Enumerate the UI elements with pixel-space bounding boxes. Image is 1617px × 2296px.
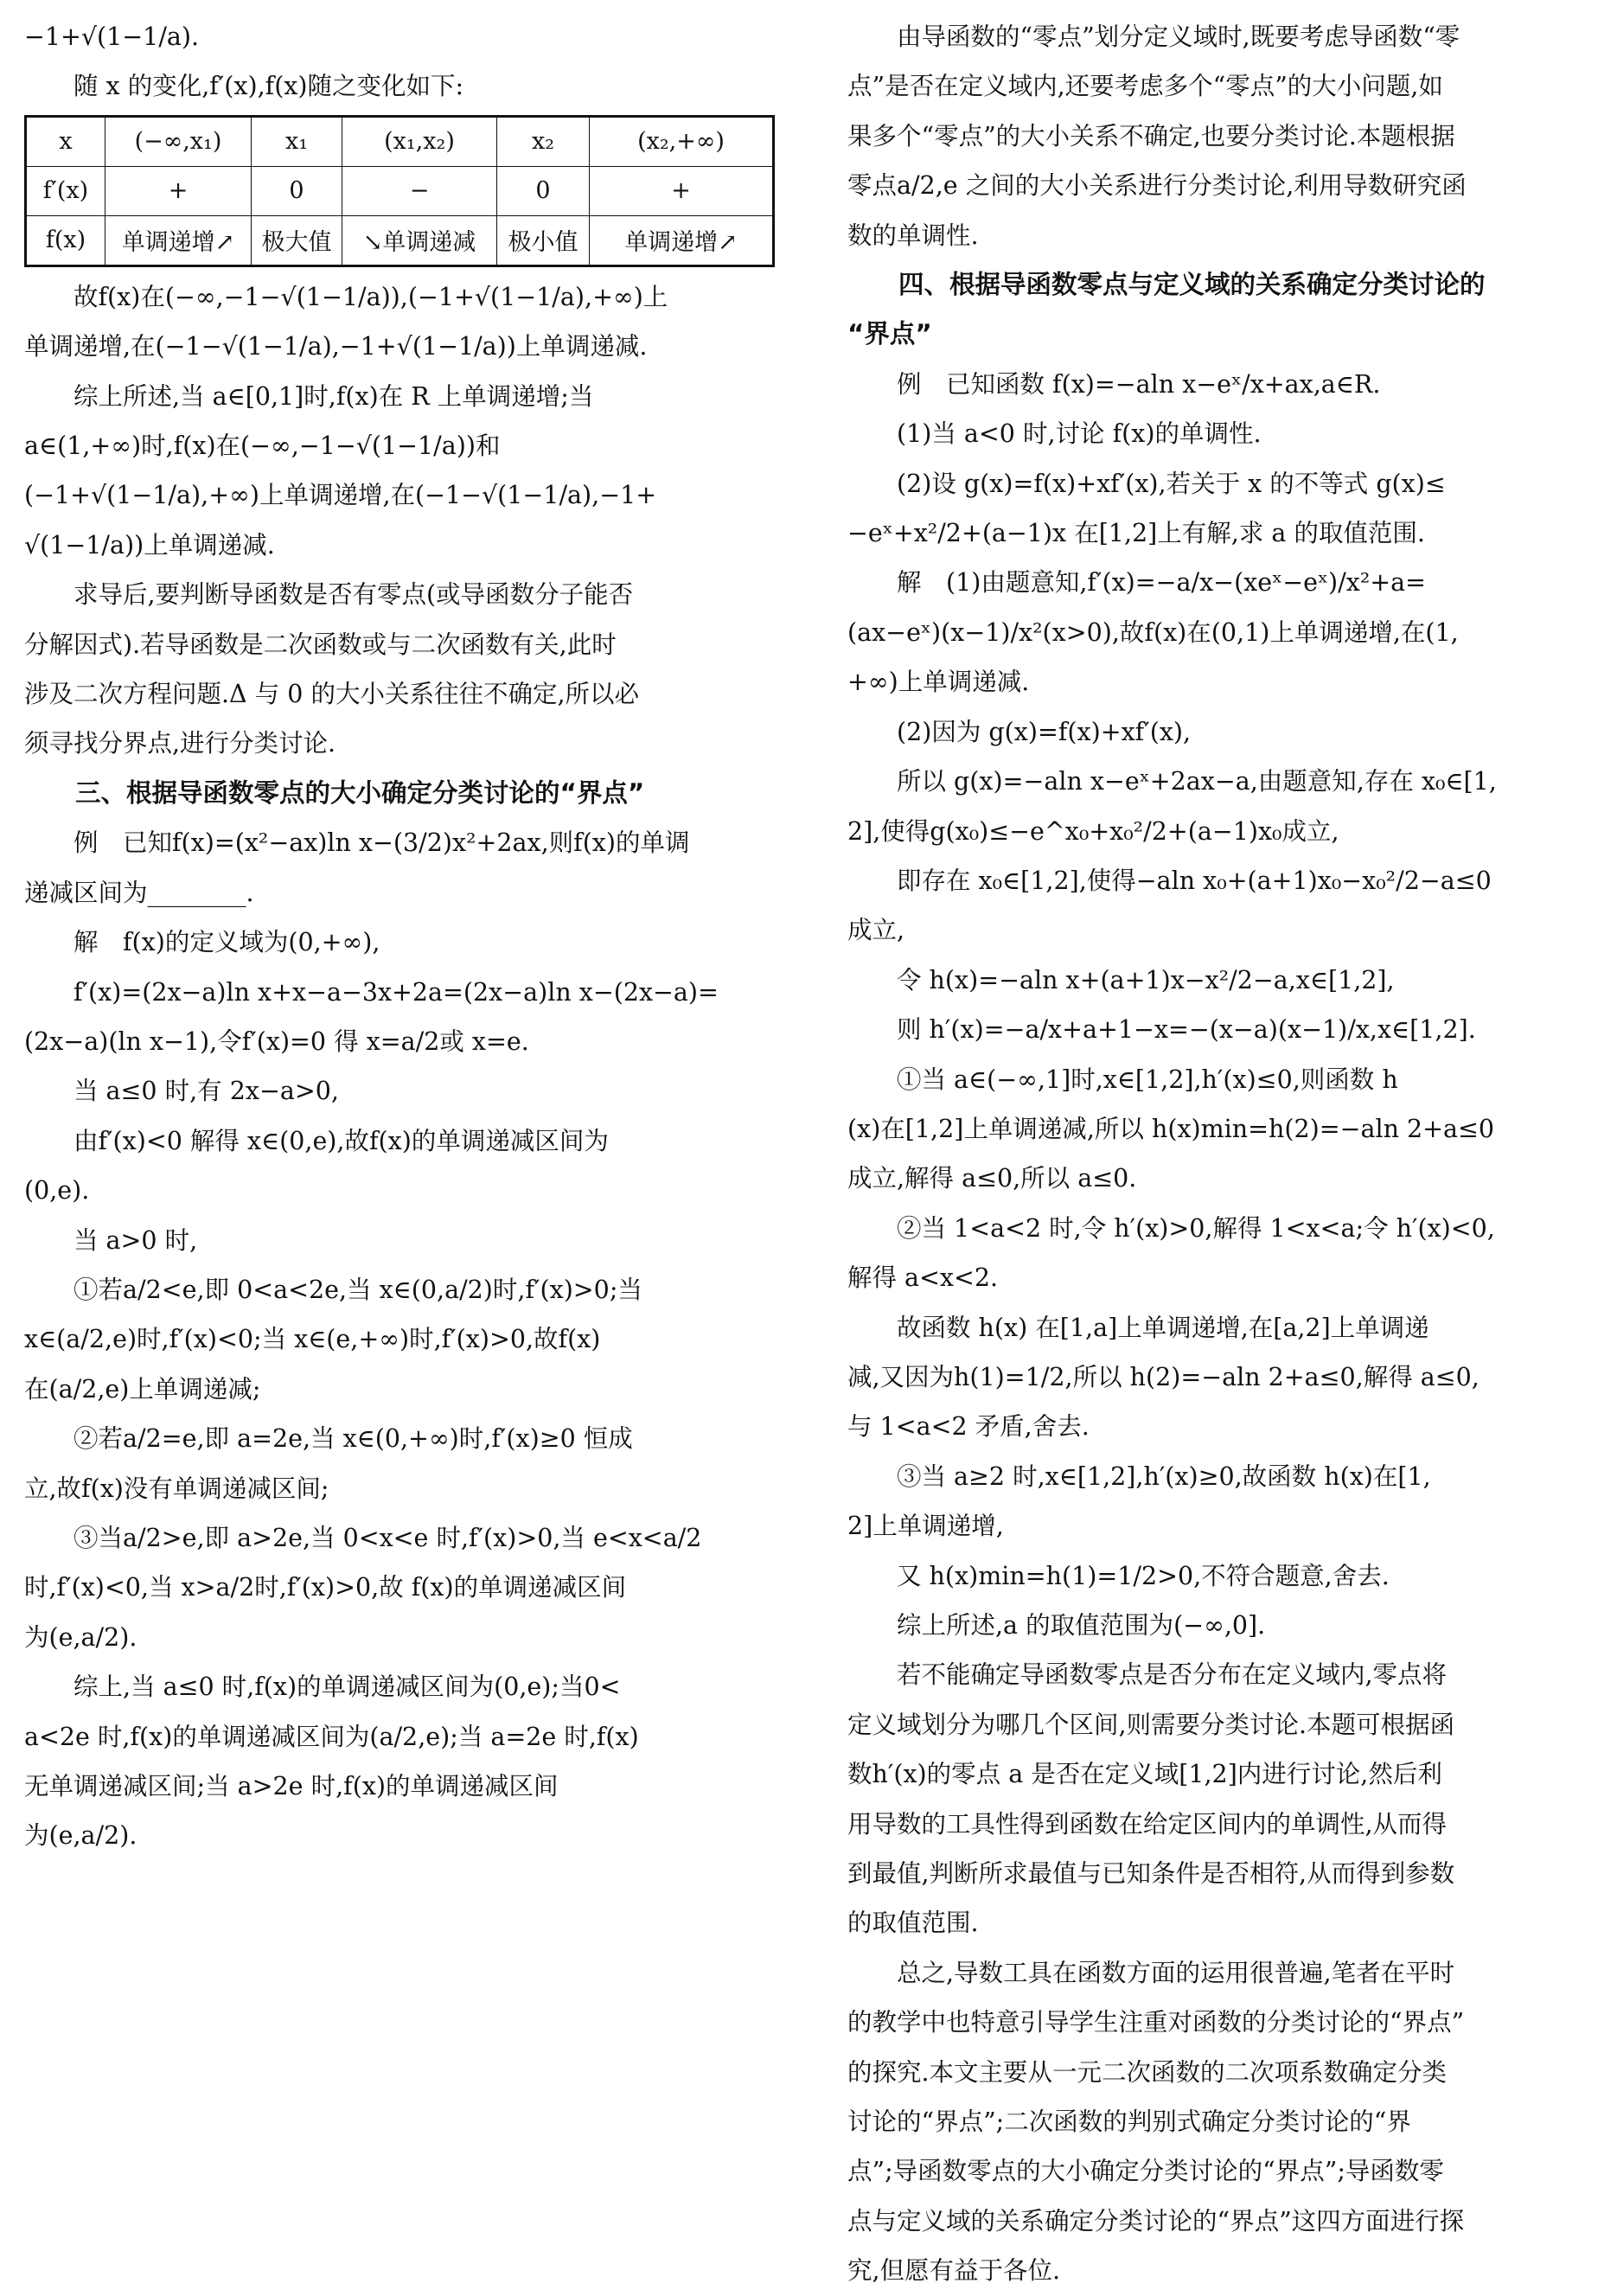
table-cell: x₁: [252, 116, 342, 166]
example-line: 所以 g(x)=−aln x−eˣ+2ax−a,由题意知,存在 x₀∈[1,: [897, 767, 1497, 796]
example-line: ①若a/2<e,即 0<a<2e,当 x∈(0,a/2)时,f′(x)>0;当: [74, 1275, 642, 1304]
table-cell: x₂: [497, 116, 590, 166]
example-line: 解 f(x)的定义域为(0,+∞),: [74, 928, 380, 957]
table-cell: 单调递增↗: [105, 215, 252, 265]
example-line: 则 h′(x)=−a/x+a+1−x=−(x−a)(x−1)/x,x∈[1,2].: [897, 1015, 1476, 1045]
text-line: 综上所述,当 a∈[0,1]时,f(x)在 R 上单调递增;当: [74, 381, 594, 411]
table-row: [26, 116, 774, 166]
example-line: ②当 1<a<2 时,令 h′(x)>0,解得 1<x<a;令 h′(x)<0,: [897, 1213, 1495, 1243]
text-line: 数的单调性.: [847, 221, 979, 250]
example-line: 故函数 h(x) 在[1,a]上单调递增,在[a,2]上单调递: [897, 1313, 1429, 1342]
text-line: 随 x 的变化,f′(x),f(x)随之变化如下:: [74, 72, 464, 101]
table-cell: 极小值: [497, 215, 590, 265]
table-cell: ↘单调递减: [342, 215, 497, 265]
example-line: 无单调递减区间;当 a>2e 时,f(x)的单调递减区间: [24, 1772, 559, 1800]
text-line: −1+√(1−1/a).: [24, 22, 200, 51]
example-line: 解得 a<x<2.: [847, 1263, 999, 1293]
text-line: 点”是否在定义域内,还要考虑多个“零点”的大小问题,如: [847, 72, 1443, 101]
example-line: (0,e).: [24, 1176, 90, 1206]
section-heading-4-cont: “界点”: [847, 319, 932, 349]
table-cell: (x₂,+∞): [590, 116, 774, 166]
example-line: ②若a/2=e,即 a=2e,当 x∈(0,+∞)时,f′(x)≥0 恒成: [74, 1424, 633, 1454]
example-line: (2)因为 g(x)=f(x)+xf′(x),: [897, 717, 1192, 746]
example-line: x∈(a/2,e)时,f′(x)<0;当 x∈(e,+∞)时,f′(x)>0,故f(x): [24, 1325, 601, 1354]
example-line: 当 a>0 时,: [74, 1225, 198, 1255]
example-line: 成立,解得 a≤0,所以 a≤0.: [847, 1164, 1137, 1193]
section-heading-4: 四、根据导函数零点与定义域的关系确定分类讨论的: [898, 270, 1486, 300]
example-line: 解 (1)由题意知,f′(x)=−a/x−(xeˣ−eˣ)/x²+a=: [897, 568, 1426, 598]
example-line: 2]上单调递增,: [847, 1512, 1004, 1541]
example-line: 定义域划分为哪几个区间,则需要分类讨论.本题可根据函: [847, 1710, 1455, 1739]
text-line: 须寻找分界点,进行分类讨论.: [24, 729, 336, 758]
example-line: +∞)上单调递减.: [847, 668, 1030, 697]
example-line: 数h′(x)的零点 a 是否在定义域[1,2]内进行讨论,然后利: [847, 1760, 1442, 1789]
text-line: 由导函数的“零点”划分定义域时,既要考虑导函数“零: [897, 22, 1460, 51]
left-column: [24, 12, 775, 1861]
example-line: 当 a≤0 时,有 2x−a>0,: [74, 1077, 339, 1106]
table-cell: f(x): [26, 215, 105, 265]
example-line: 2],使得g(x₀)≤−e^x₀+x₀²/2+(a−1)x₀成立,: [847, 816, 1339, 846]
example-line: ③当 a≥2 时,x∈[1,2],h′(x)≥0,故函数 h(x)在[1,: [897, 1461, 1431, 1491]
example-line: 为(e,a/2).: [24, 1622, 137, 1652]
summary-line: 总之,导数工具在函数方面的运用很普遍,笔者在平时: [897, 1958, 1455, 1987]
text-line: √(1−1/a))上单调递减.: [24, 530, 275, 560]
table-cell: f′(x): [26, 166, 105, 215]
table-cell: 0: [497, 166, 590, 215]
example-line: 与 1<a<2 矛盾,舍去.: [847, 1412, 1090, 1442]
example-line: 的取值范围.: [847, 1909, 979, 1938]
example-line: (1)当 a<0 时,讨论 f(x)的单调性.: [897, 419, 1262, 449]
example-line: 到最值,判断所求最值与已知条件是否相符,从而得到参数: [847, 1859, 1455, 1889]
example-line: 综上所述,a 的取值范围为(−∞,0].: [897, 1611, 1266, 1640]
summary-line: 的探究.本文主要从一元二次函数的二次项系数确定分类: [847, 2057, 1448, 2087]
table-cell: 极大值: [252, 215, 342, 265]
table-row: [26, 215, 774, 265]
summary-line: 的教学中也特意引导学生注重对函数的分类讨论的“界点”: [847, 2008, 1465, 2037]
text-line: 分解因式).若导函数是二次函数或与二次函数有关,此时: [24, 630, 617, 659]
table-cell: 0: [252, 166, 342, 215]
example-line: 综上,当 a≤0 时,f(x)的单调递减区间为(0,e);当0<: [74, 1672, 621, 1702]
summary-line: 讨论的“界点”;二次函数的判别式确定分类讨论的“界: [847, 2107, 1411, 2137]
example-line: 为(e,a/2).: [24, 1821, 137, 1851]
example-line: ①当 a∈(−∞,1]时,x∈[1,2],h′(x)≤0,则函数 h: [897, 1065, 1398, 1094]
example-line: (ax−eˣ)(x−1)/x²(x>0),故f(x)在(0,1)上单调递增,在(1,: [847, 617, 1459, 647]
table-cell: (−∞,x₁): [105, 116, 252, 166]
example-line: 由f′(x)<0 解得 x∈(0,e),故f(x)的单调递减区间为: [74, 1126, 609, 1155]
text-line: 求导后,要判断导函数是否有零点(或导函数分子能否: [74, 580, 634, 610]
text-line: (−1+√(1−1/a),+∞)上单调递增,在(−1−√(1−1/a),−1+: [24, 481, 657, 510]
example-line: a<2e 时,f(x)的单调递减区间为(a/2,e);当 a=2e 时,f(x): [24, 1722, 639, 1751]
right-column: [847, 12, 1595, 2296]
table-cell: +: [590, 166, 774, 215]
example-line: 立,故f(x)没有单调递减区间;: [24, 1474, 329, 1503]
summary-line: 究,但愿有益于各位.: [847, 2256, 1061, 2286]
text-line: 零点a/2,e 之间的大小关系进行分类讨论,利用导数研究函: [847, 171, 1467, 201]
text-line: 涉及二次方程问题.Δ 与 0 的大小关系往往不确定,所以必: [24, 680, 640, 709]
example-line: 例 已知f(x)=(x²−ax)ln x−(3/2)x²+2ax,则f(x)的单调: [74, 828, 690, 858]
example-line: 即存在 x₀∈[1,2],使得−aln x₀+(a+1)x₀−x₀²/2−a≤0: [897, 866, 1492, 895]
example-line: (x)在[1,2]上单调递减,所以 h(x)min=h(2)=−aln 2+a≤0: [847, 1114, 1495, 1143]
text-line: 果多个“零点”的大小关系不确定,也要分类讨论.本题根据: [847, 121, 1455, 150]
table-cell: −: [342, 166, 497, 215]
table-row: [26, 166, 774, 215]
example-line: −eˣ+x²/2+(a−1)x 在[1,2]上有解,求 a 的取值范围.: [847, 519, 1425, 548]
example-line: (2)设 g(x)=f(x)+xf′(x),若关于 x 的不等式 g(x)≤: [897, 469, 1446, 498]
text-line: a∈(1,+∞)时,f(x)在(−∞,−1−√(1−1/a))和: [24, 432, 501, 461]
example-line: 递减区间为________.: [24, 878, 254, 907]
example-line: 减,又因为h(1)=1/2,所以 h(2)=−aln 2+a≤0,解得 a≤0,: [847, 1362, 1480, 1391]
example-line: 例 已知函数 f(x)=−aln x−eˣ/x+ax,a∈R.: [897, 369, 1381, 399]
summary-line: 点”;导函数零点的大小确定分类讨论的“界点”;导函数零: [847, 2157, 1444, 2186]
variation-table: [24, 115, 775, 267]
example-line: 时,f′(x)<0,当 x>a/2时,f′(x)>0,故 f(x)的单调递减区间: [24, 1573, 627, 1602]
example-line: f′(x)=(2x−a)ln x+x−a−3x+2a=(2x−a)ln x−(2x−a)=: [74, 977, 719, 1007]
example-line: 令 h(x)=−aln x+(a+1)x−x²/2−a,x∈[1,2],: [897, 965, 1395, 995]
table-cell: +: [105, 166, 252, 215]
example-line: 若不能确定导函数零点是否分布在定义域内,零点将: [897, 1660, 1448, 1690]
table-cell: (x₁,x₂): [342, 116, 497, 166]
example-line: 又 h(x)min=h(1)=1/2>0,不符合题意,舍去.: [897, 1561, 1390, 1590]
example-line: 成立,: [847, 916, 905, 945]
example-line: ③当a/2>e,即 a>2e,当 0<x<e 时,f′(x)>0,当 e<x<a/2: [74, 1523, 702, 1552]
example-line: 用导数的工具性得到函数在给定区间内的单调性,从而得: [847, 1809, 1448, 1839]
section-heading-3: 三、根据导函数零点的大小确定分类讨论的“界点”: [75, 777, 645, 808]
table-cell: 单调递增↗: [590, 215, 774, 265]
example-line: (2x−a)(ln x−1),令f′(x)=0 得 x=a/2或 x=e.: [24, 1026, 529, 1056]
text-line: 故f(x)在(−∞,−1−√(1−1/a)),(−1+√(1−1/a),+∞)上: [74, 282, 668, 311]
summary-line: 点与定义域的关系确定分类讨论的“界点”这四方面进行探: [847, 2206, 1465, 2235]
table-cell: x: [26, 116, 105, 166]
example-line: 在(a/2,e)上单调递减;: [24, 1374, 261, 1404]
text-line: 单调递增,在(−1−√(1−1/a),−1+√(1−1/a))上单调递减.: [24, 332, 648, 361]
